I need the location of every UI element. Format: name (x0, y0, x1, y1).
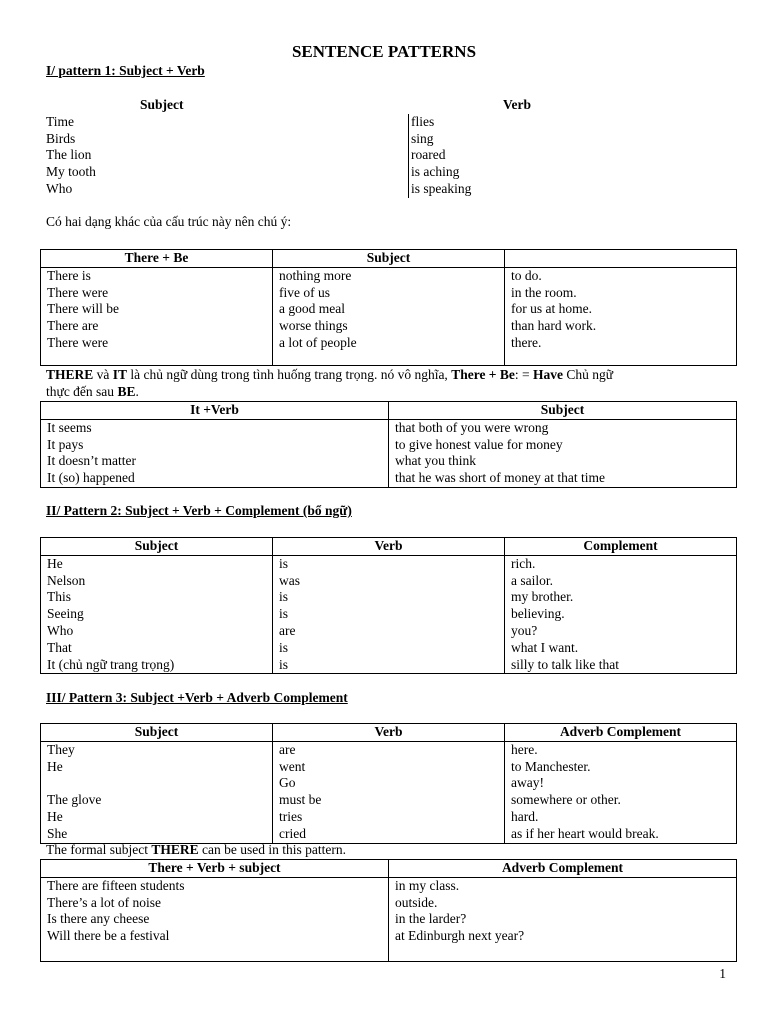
page-number: 1 (719, 966, 726, 981)
table-cell: rich. (511, 555, 536, 571)
note-text: can be used in this pattern. (198, 842, 346, 857)
pattern1-verb: is speaking (408, 181, 471, 198)
pattern1-subject: Birds (46, 130, 76, 146)
note-keyword: Have (533, 367, 563, 382)
table-cell: was (279, 572, 300, 588)
pattern3-note (46, 842, 346, 859)
table-cell: There are (47, 318, 99, 334)
table-cell: five of us (279, 284, 330, 300)
table-cell: are (279, 741, 296, 757)
pattern1-row (46, 114, 546, 131)
table-header-row (41, 724, 737, 742)
table-cell: There were (47, 284, 109, 300)
table-cell: hard. (511, 808, 539, 824)
table-cell: It (so) happened (47, 470, 135, 486)
header-cell: Complement (505, 538, 737, 556)
table-cell: as if her heart would break. (511, 825, 659, 841)
header-cell (505, 250, 737, 268)
pattern1-verb: is aching (408, 164, 459, 181)
table-cell: a lot of people (279, 334, 357, 350)
table-body-row (41, 877, 737, 961)
table-cell: Nelson (47, 572, 86, 588)
note-text: : = (514, 367, 533, 382)
it-verb-column (41, 419, 389, 487)
header-cell: Verb (273, 724, 505, 742)
there-be-column (41, 267, 273, 365)
note-text: và (93, 367, 113, 382)
there-be-table (40, 249, 737, 366)
table-cell: in the room. (511, 284, 577, 300)
table-cell: It pays (47, 436, 84, 452)
pattern1-subject: My tooth (46, 164, 96, 180)
pattern2-table (40, 537, 737, 674)
pattern3-heading: III/ Pattern 3: Subject +Verb + Adverb Complement (46, 690, 348, 705)
table-cell: Is there any cheese (47, 911, 150, 927)
note-text: thực đến sau (46, 383, 118, 399)
adverb-complement-column (389, 877, 737, 961)
table-cell: The glove (47, 792, 102, 808)
table-cell: you? (511, 622, 538, 638)
table-cell: must be (279, 792, 322, 808)
complement-column (505, 555, 737, 674)
there-it-note (46, 367, 736, 401)
table-cell: to Manchester. (511, 758, 591, 774)
table-cell: Who (47, 622, 74, 638)
table-cell: They (47, 741, 75, 757)
pattern1-subject: Who (46, 180, 73, 196)
table-cell: There were (47, 334, 109, 350)
note-keyword: IT (112, 367, 128, 382)
table-cell: outside. (395, 894, 438, 910)
note-keyword: THERE (151, 842, 199, 857)
subject-column (41, 741, 273, 843)
table-header-row (41, 538, 737, 556)
pattern1-row (46, 164, 546, 181)
header-cell: Adverb Complement (389, 860, 737, 878)
table-cell: nothing more (279, 267, 352, 283)
table-cell: a good meal (279, 301, 345, 317)
note-text: Chủ ngữ (563, 367, 614, 382)
header-cell: It +Verb (41, 402, 389, 420)
table-body-row (41, 741, 737, 843)
header-cell: Subject (273, 250, 505, 268)
pattern2-heading: II/ Pattern 2: Subject + Verb + Complement (bổ ngữ) (46, 503, 352, 518)
table-cell: is (279, 555, 289, 571)
table-cell: It doesn’t matter (47, 453, 136, 469)
note-text: The formal subject (46, 842, 152, 857)
note-keyword: THERE (46, 367, 94, 382)
table-cell: Go (279, 775, 296, 791)
note-keyword: There + Be (451, 367, 515, 382)
header-cell: There + Be (41, 250, 273, 268)
pattern1-header-row (46, 97, 546, 114)
table-cell: There is (47, 267, 91, 283)
table-cell: somewhere or other. (511, 792, 621, 808)
table-cell (47, 775, 272, 792)
table-body-row (41, 419, 737, 487)
pattern1-table (46, 97, 546, 198)
table-cell: It seems (47, 419, 92, 435)
pattern1-note: Có hai dạng khác của cấu trúc này nên chú ý: (46, 214, 292, 229)
verb-column (273, 741, 505, 843)
table-body-row (41, 555, 737, 674)
subject-column (41, 555, 273, 674)
adverb-complement-column (505, 741, 737, 843)
table-cell: Will there be a festival (47, 928, 170, 944)
pattern1-verb: flies (408, 114, 434, 131)
table-cell: my brother. (511, 589, 574, 605)
pattern1-verb: sing (408, 131, 434, 148)
table-cell: There are fifteen students (47, 877, 185, 893)
table-cell: went (279, 758, 306, 774)
table-cell: for us at home. (511, 301, 592, 317)
table-cell: a sailor. (511, 572, 553, 588)
pattern1-heading: I/ pattern 1: Subject + Verb (46, 63, 205, 78)
table-header-row (41, 250, 737, 268)
table-cell: Seeing (47, 606, 84, 622)
table-cell: in my class. (395, 877, 460, 893)
table-cell: here. (511, 741, 538, 757)
pattern1-subject: The lion (46, 147, 92, 163)
table-cell: It (chủ ngữ trang trọng) (47, 656, 175, 672)
subject-column (389, 419, 737, 487)
table-cell: to do. (511, 267, 542, 283)
pattern1-row (46, 181, 546, 198)
there-verb-column (41, 877, 389, 961)
table-cell: what you think (395, 453, 476, 469)
table-cell: is (279, 656, 289, 672)
table-cell: in the larder? (395, 911, 467, 927)
header-cell: Subject (389, 402, 737, 420)
table-cell: there. (511, 334, 542, 350)
table-cell: believing. (511, 606, 565, 622)
pattern1-col-verb: Verb (503, 97, 532, 112)
table-cell: There will be (47, 301, 119, 317)
table-cell: to give honest value for money (395, 436, 563, 452)
table-cell: He (47, 555, 63, 571)
table-cell: He (47, 758, 63, 774)
rest-column (505, 267, 737, 365)
it-verb-table (40, 401, 737, 488)
pattern1-row (46, 147, 546, 164)
table-cell: than hard work. (511, 318, 597, 334)
header-cell: Subject (41, 724, 273, 742)
table-cell: what I want. (511, 639, 579, 655)
note-text: là chủ ngữ dùng trong tình huống trang trọng. nó vô nghĩa, (127, 367, 452, 382)
table-cell: is (279, 606, 289, 622)
table-header-row (41, 402, 737, 420)
table-cell: away! (511, 775, 544, 791)
table-cell: He (47, 808, 63, 824)
table-cell: tries (279, 808, 303, 824)
table-header-row (41, 860, 737, 878)
table-cell: is (279, 639, 289, 655)
table-cell: at Edinburgh next year? (395, 928, 525, 944)
verb-column (273, 555, 505, 674)
table-cell: There’s a lot of noise (47, 894, 161, 910)
table-cell: cried (279, 825, 306, 841)
pattern1-verb: roared (408, 147, 445, 164)
subject-column (273, 267, 505, 365)
note-text: . (135, 383, 139, 399)
table-cell: silly to talk like that (511, 656, 619, 672)
table-cell: This (47, 589, 72, 605)
pattern1-subject: Time (46, 113, 75, 129)
table-cell: that he was short of money at that time (395, 470, 605, 486)
pattern1-row (46, 131, 546, 148)
there-it-note-line2 (46, 384, 736, 401)
table-cell: is (279, 589, 289, 605)
table-cell: that both of you were wrong (395, 419, 549, 435)
table-cell: That (47, 639, 72, 655)
pattern1-col-subject: Subject (140, 97, 184, 112)
table-cell: worse things (279, 318, 348, 334)
header-cell: Adverb Complement (505, 724, 737, 742)
there-verb-table (40, 859, 737, 962)
header-cell: There + Verb + subject (41, 860, 389, 878)
table-cell: are (279, 622, 296, 638)
table-body-row (41, 267, 737, 365)
header-cell: Subject (41, 538, 273, 556)
header-cell: Verb (273, 538, 505, 556)
page-title: SENTENCE PATTERNS (291, 42, 477, 61)
table-cell: She (47, 825, 68, 841)
there-it-note-line1 (46, 367, 736, 384)
note-keyword: BE (117, 383, 136, 399)
pattern3-table (40, 723, 737, 844)
